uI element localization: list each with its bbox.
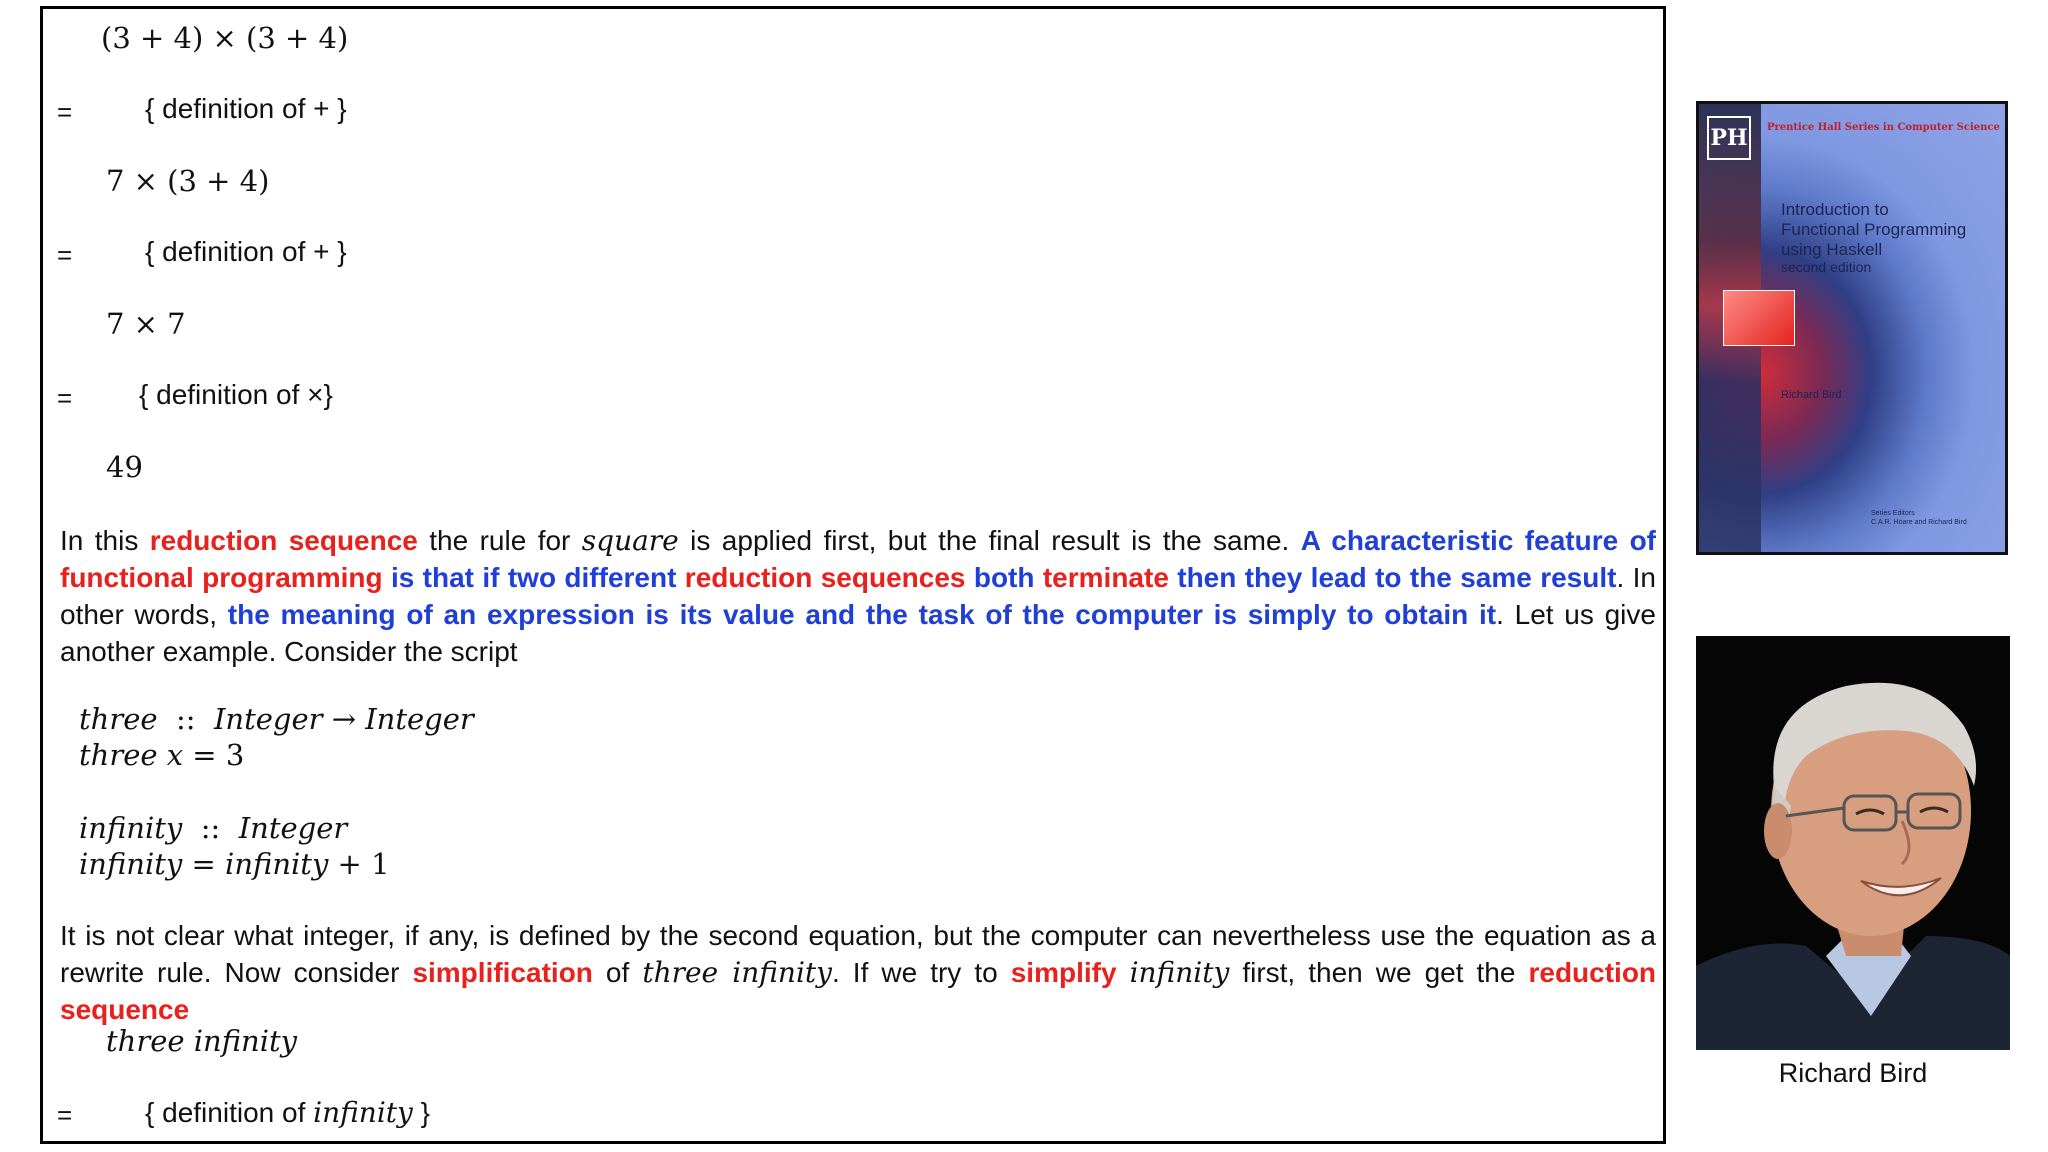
book-cover-image [1696, 101, 2008, 555]
explanation-paragraph: It is not clear what integer, if any, is defined by the second equation, but the computer can nevertheless use the equation as a rewrite rule. Now consider simplification of three infinity. If we try to simplify infinity first, then we get the reduction sequence [60, 920, 1657, 1025]
book-title: Introduction to Functional Programming using Haskell [1781, 200, 1967, 259]
slide-content-frame [40, 6, 1666, 1144]
cover-red-square [1723, 290, 1795, 346]
book-author: Richard Bird [1781, 389, 1842, 401]
script-line: three :: Integer → Integer [79, 702, 474, 736]
derivation-hint: { definition of ×} [139, 379, 333, 410]
expression-line: 7 × (3 + 4) [106, 164, 270, 198]
book-edition: second edition [1781, 259, 1872, 275]
publisher-logo: PH [1707, 116, 1751, 160]
derivation-hint: { definition of infinity } [145, 1096, 430, 1129]
book-editors: Series Editors C.A.R. Hoare and Richard Bird [1871, 510, 1967, 526]
equals-sign: = [57, 240, 73, 270]
script-line: three x = 3 [79, 738, 245, 772]
equals-sign: = [57, 383, 73, 413]
portrait-illustration [1696, 636, 2010, 1050]
expression-line: 7 × 7 [106, 307, 186, 341]
derivation-hint: { definition of + } [145, 93, 347, 124]
derivation-hint: { definition of + } [145, 236, 347, 267]
expression-line: 49 [106, 450, 143, 484]
explanation-paragraph: In this reduction sequence the rule for square is applied first, but the final result is the same. A characteristic feature of functional programming is that if two different reduction sequences both terminate then they lead to the same result. In other words, the meaning of an expression is its value and the task of the computer is simply to obtain it. Let us give another example. Consider the script [60, 524, 1656, 667]
author-photo [1696, 636, 2010, 1050]
script-line: infinity = infinity + 1 [79, 847, 390, 881]
book-series: Prentice Hall Series in Computer Science [1767, 122, 2000, 133]
script-line: infinity :: Integer [79, 811, 348, 845]
photo-caption: Richard Bird [1778, 1058, 1928, 1088]
equals-sign: = [57, 97, 73, 127]
expression-line: (3 + 4) × (3 + 4) [101, 21, 349, 55]
expression-line: three infinity [106, 1024, 298, 1058]
equals-sign: = [57, 1100, 73, 1130]
